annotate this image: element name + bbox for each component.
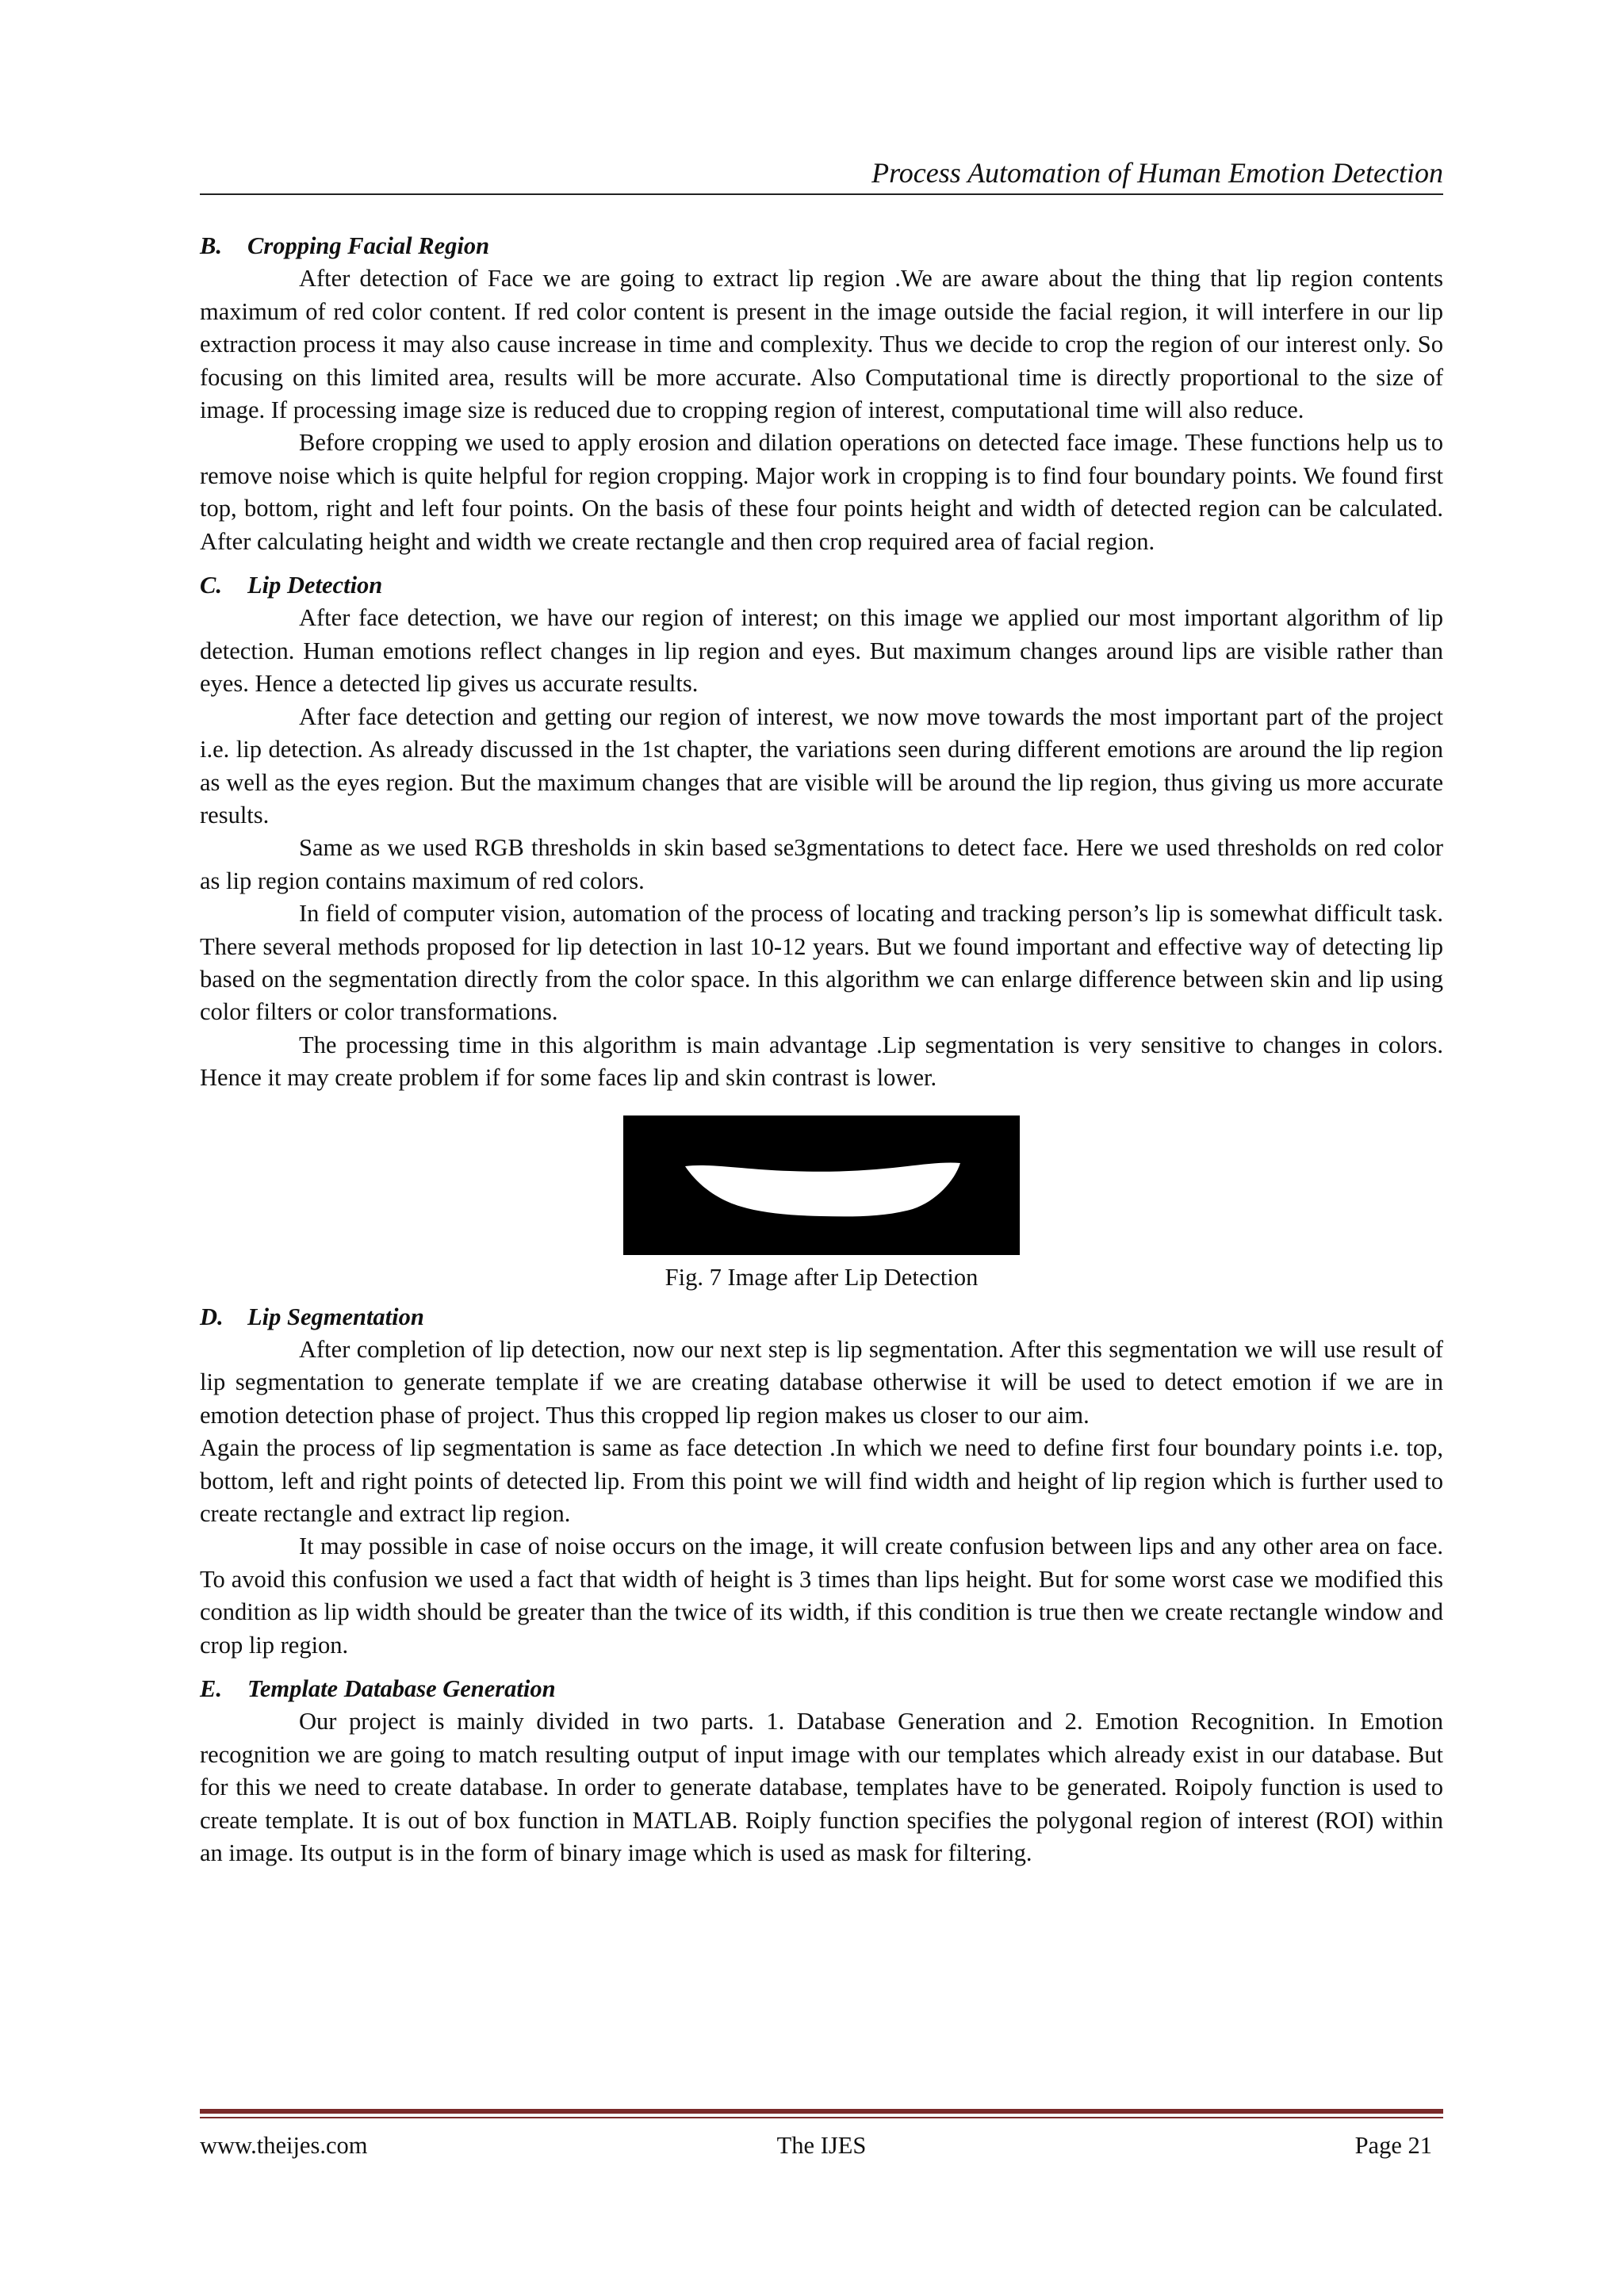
paragraph: After detection of Face we are going to extract lip region .We are aware about the thing that lip region contents maximum of red color content. If red color content is present in the image outside the facial region, it will interfere in our lip extraction process it may also cause increase in time and complexity. Thus we decide to crop the region of our interest only. So focusing on this limited area, results will be more accurate. Also Computational time is directly proportional to the size of image. If processing image size is reduced due to cropping region of interest, computational time will also reduce. bbox=[200, 265, 1443, 424]
footer-website: www.theijes.com bbox=[200, 2132, 368, 2159]
paragraph: After completion of lip detection, now our next step is lip segmentation. After this segmentation we will use result of lip segmentation to generate template if we are creating database otherwise it will be used to detect emotion if we are in emotion detection phase of project. Thus this cropped lip region makes us closer to our aim. bbox=[200, 1335, 1443, 1429]
section-heading-template-database-generation bbox=[200, 1673, 1443, 1705]
running-header: Process Automation of Human Emotion Detection bbox=[871, 157, 1443, 189]
section-title: Lip Detection bbox=[247, 572, 383, 599]
footer-journal: The IJES bbox=[776, 2132, 867, 2159]
paragraph: The processing time in this algorithm is main advantage .Lip segmentation is very sensitive to changes in colors. Hence it may create problem if for some faces lip and skin contrast is lower. bbox=[200, 1031, 1443, 1092]
header-rule bbox=[200, 193, 1443, 195]
section-number: C. bbox=[200, 572, 222, 599]
footer-rule bbox=[200, 2109, 1443, 2114]
paragraph: After face detection, we have our region of interest; on this image we applied our most important algorithm of lip detection. Human emotions reflect changes in lip region and eyes. But maximum changes around lips are visible rather than eyes. Hence a detected lip gives us accurate results. bbox=[200, 604, 1443, 698]
paragraph: After face detection and getting our region of interest, we now move towards the most important part of the project i.e. lip detection. As already discussed in the 1st chapter, the variations seen during different emotions are around the lip region as well as the eyes region. But the maximum changes that are visible will be around the lip region, thus giving us more accurate results. bbox=[200, 702, 1443, 828]
section-title: Cropping Facial Region bbox=[247, 232, 490, 259]
paragraph: Again the process of lip segmentation is same as face detection .In which we need to define first four boundary points i.e. top, bottom, left and right points of detected lip. From this point we will find width and height of lip region which is further used to create rectangle and extract lip region. bbox=[200, 1434, 1443, 1527]
section-title: Lip Segmentation bbox=[247, 1303, 424, 1330]
paragraph: It may possible in case of noise occurs on the image, it will create confusion between lips and any other area on face. To avoid this confusion we used a fact that width of height is 3 times than lips height. But for some worst case we modified this condition as lip width should be greater than the twice of its width, if this condition is true then we create rectangle window and crop lip region. bbox=[200, 1533, 1443, 1659]
paragraph: In field of computer vision, automation of the process of locating and tracking person’s lip is somewhat difficult task. There several methods proposed for lip detection in last 10-12 years. But we found important and effective way of detecting lip based on the segmentation directly from the color space. In this algorithm we can enlarge difference between skin and lip using color filters or color transformations. bbox=[200, 900, 1443, 1026]
footer-page-number: Page 21 bbox=[1354, 2132, 1432, 2159]
article-body bbox=[200, 230, 1443, 1869]
figure-7 bbox=[200, 1115, 1443, 1255]
lip-mask-shape bbox=[623, 1115, 1020, 1255]
section-number: D. bbox=[200, 1303, 224, 1330]
lip-detection-image bbox=[623, 1115, 1020, 1255]
footer-rule-thin bbox=[200, 2117, 1443, 2118]
section-number: B. bbox=[200, 232, 222, 259]
paragraph: Our project is mainly divided in two parts. 1. Database Generation and 2. Emotion Recognition. In Emotion recognition we are going to match resulting output of input image with our templates which already exist in our database. But for this we need to create database. In order to generate database, templates have to be generated. Roipoly function is used to create template. It is out of box function in MATLAB. Roiply function specifies the polygonal region of interest (ROI) within an image. Its output is in the form of binary image which is used as mask for filtering. bbox=[200, 1708, 1443, 1867]
paragraph: Before cropping we used to apply erosion and dilation operations on detected face image. These functions help us to remove noise which is quite helpful for region cropping. Major work in cropping is to find four boundary points. We found first top, bottom, right and left four points. On the basis of these four points height and width of detected region can be calculated. After calculating height and width we create rectangle and then crop required area of facial region. bbox=[200, 429, 1443, 555]
section-heading-lip-detection bbox=[200, 569, 1443, 602]
paragraph: Same as we used RGB thresholds in skin based se3gmentations to detect face. Here we used thresholds on red color as lip region contains maximum of red colors. bbox=[200, 834, 1443, 894]
section-heading-lip-segmentation bbox=[200, 1301, 1443, 1334]
section-heading-cropping-facial-region bbox=[200, 230, 1443, 262]
footer bbox=[200, 2128, 1443, 2163]
figure-caption: Fig. 7 Image after Lip Detection bbox=[665, 1263, 979, 1291]
section-number: E. bbox=[200, 1675, 222, 1703]
section-title: Template Database Generation bbox=[247, 1675, 556, 1703]
